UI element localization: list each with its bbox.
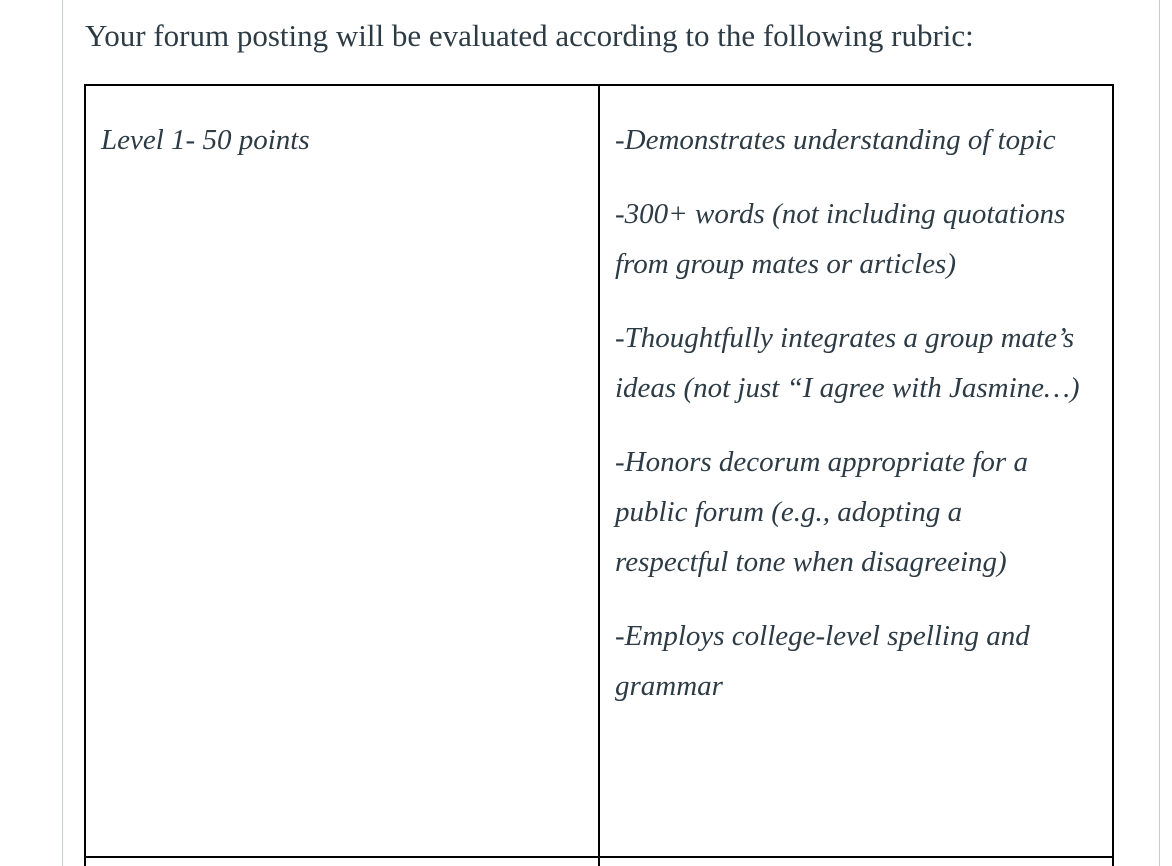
rubric-criterion: -Demonstrates understanding of topic	[615, 124, 1056, 156]
rubric-criterion: -Honors decorum appropriate for a public forum (e.g., adopting a respectful tone when disagreeing)	[615, 446, 1028, 578]
content-right-border	[1159, 0, 1160, 866]
rubric-table	[84, 84, 1114, 866]
rubric-row-divider	[84, 856, 1114, 858]
rubric-level-label: Level 1- 50 points	[101, 124, 310, 156]
rubric-criterion: -Thoughtfully integrates a group mate’s ideas (not just “I agree with Jasmine…)	[615, 322, 1080, 404]
rubric-level-cell	[86, 86, 600, 866]
rubric-criterion: -Employs college-level spelling and grammar	[615, 620, 1030, 702]
content-left-border	[62, 0, 63, 866]
rubric-criteria-cell	[600, 86, 1112, 866]
rubric-intro-text: Your forum posting will be evaluated according to the following rubric:	[85, 18, 974, 53]
rubric-criterion: -300+ words (not including quotations from group mates or articles)	[615, 198, 1066, 280]
